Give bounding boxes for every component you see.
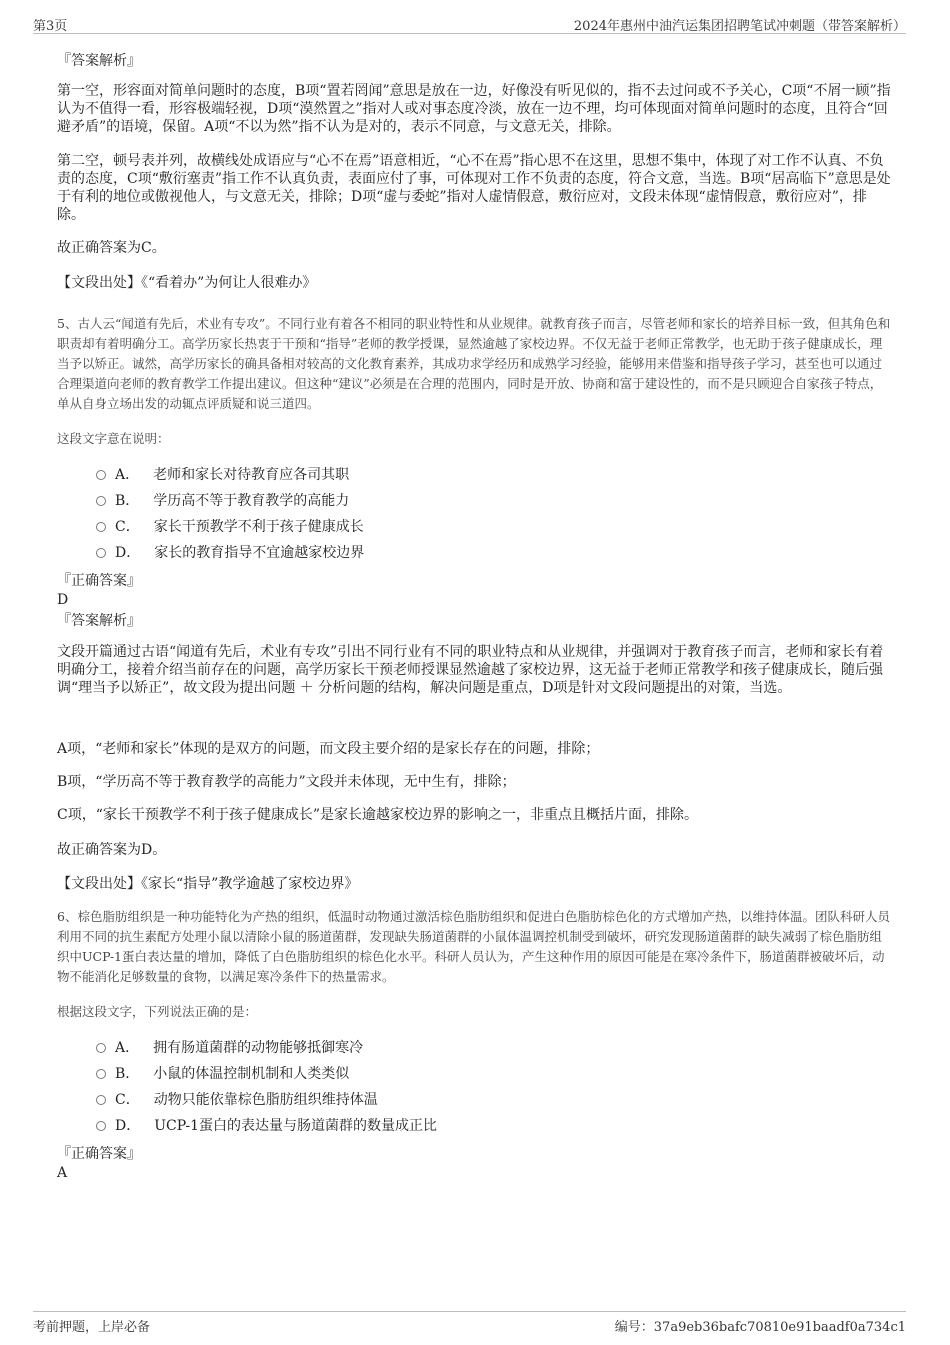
radio-icon[interactable] <box>96 1121 106 1131</box>
q5-stem: 5、古人云“闻道有先后，术业有专攻”。不同行业有着各不相同的职业特性和从业规律。就教育孩子而言，尽管老师和家长的培养目标一致，但其角色和职责却有着明确分工。高学历家长热衷于干预和“指导”老师的教学授课，显然逾越了家校边界。不仅无益于老师正常教学，也无助于孩子健康成长，理当予以矫正。诚然，高学历家长的确具备相对较高的文化教育素养，其成功求学经历和成熟学习经验，能够用来借鉴和指导孩子学习，甚至也可以通过合理渠道向老师的教育教学工作提出建议。但这种“建议”必须是在合理的范围内，同时是开放、协商和富于建设性的，而不是只顾迎合自家孩子特点，单从自身立场出发的动辄点评质疑和说三道四。 <box>57 316 891 411</box>
q5-conclusion: 故正确答案为D。 <box>57 842 167 858</box>
q4-conclusion: 故正确答案为C。 <box>57 240 166 256</box>
q5-option-d[interactable]: D． 家长的教育指导不宜逾越家校边界 <box>96 544 364 562</box>
page-number: 第3页 <box>33 19 68 34</box>
radio-icon[interactable] <box>96 1043 106 1053</box>
q5-analysis-para: C项，“家长干预教学不利于孩子健康成长”是家长逾越家校边界的影响之一，非重点且概括片面，排除。 <box>57 807 699 823</box>
q6-option-d[interactable]: D． UCP-1蛋白的表达量与肠道菌群的数量成正比 <box>96 1117 437 1135</box>
q5-analysis-para: B项，“学历高不等于教育教学的高能力”文段并未体现，无中生有，排除； <box>57 774 516 790</box>
radio-icon[interactable] <box>96 1095 106 1105</box>
q4-analysis-label: 『答案解析』 <box>57 53 141 69</box>
radio-icon[interactable] <box>96 496 106 506</box>
page-header <box>33 13 906 34</box>
page-footer <box>33 1311 906 1336</box>
q4-analysis-para2: 第二空，顿号表并列，故横线处成语应与“心不在焉”语意相近，“心不在焉”指心思不在这里，思想不集中，体现了对工作不认真、不负责的态度，C项“敷衍塞责”指工作不认真负责，表面应付了事，可体现对工作不负责的态度，符合文意，当选。B项“居高临下”意思是处于有利的地位或傲视他人，与文意无关，排除；D项“虚与委蛇”指对人虚情假意，敷衍应对，文段未体现“虚情假意，敷衍应对”，排除。 <box>57 153 891 223</box>
q5-option-a[interactable]: A． 老师和家长对待教育应各司其职 <box>96 466 349 484</box>
q6-answer-label: 『正确答案』 <box>57 1146 141 1162</box>
q5-prompt: 这段文字意在说明： <box>57 431 170 446</box>
q6-answer: A <box>57 1165 68 1181</box>
q6-stem: 6、棕色脂肪组织是一种功能特化为产热的组织，低温时动物通过激活棕色脂肪组织和促进白色脂肪棕色化的方式增加产热，以维持体温。团队科研人员利用不同的抗生素配方处理小鼠以清除小鼠的肠道菌群，发现缺失肠道菌群的小鼠体温调控机制受到破坏，研究发现肠道菌群的缺失减弱了棕色脂肪组织中UCP-1蛋白表达量的增加，降低了白色脂肪组织的棕色化水平。科研人员认为，产生这种作用的原因可能是在寒冷条件下，肠道菌群被破坏后，动物不能消化足够数量的食物，以满足寒冷条件下的热量需求。 <box>57 909 890 984</box>
q6-option-b[interactable]: B． 小鼠的体温控制机制和人类类似 <box>96 1065 349 1083</box>
q5-option-b[interactable]: B． 学历高不等于教育教学的高能力 <box>96 492 349 510</box>
q4-source: 【文段出处】《“看着办”为何让人很难办》 <box>57 275 317 291</box>
q5-answer-label: 『正确答案』 <box>57 573 141 589</box>
radio-icon[interactable] <box>96 1069 106 1079</box>
radio-icon[interactable] <box>96 548 106 558</box>
footer-slogan: 考前押题，上岸必备 <box>33 1320 151 1335</box>
q5-answer: D <box>57 592 69 608</box>
q5-analysis-para: A项，“老师和家长”体现的是双方的问题，而文段主要介绍的是家长存在的问题，排除； <box>57 741 600 757</box>
document-title: 2024年惠州中油汽运集团招聘笔试冲刺题（带答案解析） <box>573 19 906 34</box>
radio-icon[interactable] <box>96 470 106 480</box>
q5-analysis-para: 文段开篇通过古语“闻道有先后，术业有专攻”引出不同行业有不同的职业特点和从业规律，并强调对于教育孩子而言，老师和家长有着明确分工，接着介绍当前存在的问题，高学历家长干预老师授课显然逾越了家校边界，这无益于老师正常教学和孩子健康成长，随后强调“理当予以矫正”，故文段为提出问题 ＋ 分析问题的结构，解决问题是重点，D项是针对文段问题提出的对策，当选。 <box>57 644 884 696</box>
document-id: 编号：37a9eb36bafc70810e91baadf0a734c1 <box>614 1320 906 1335</box>
q4-analysis-para1: 第一空，形容面对简单问题时的态度，B项“置若罔闻”意思是放在一边，好像没有听见似的，指不去过问或不予关心，C项“不屑一顾”指认为不值得一看，形容极端轻视，D项“漠然置之”指对人或对事态度冷淡，放在一边不理，均可体现面对简单问题时的态度，且符合“回避矛盾”的语境，保留。A项“不以为然”指不认为是对的，表示不同意，与文意无关，排除。 <box>57 83 891 135</box>
q5-source: 【文段出处】《家长“指导”教学逾越了家校边界》 <box>57 876 359 892</box>
q5-option-c[interactable]: C． 家长干预教学不利于孩子健康成长 <box>96 518 364 536</box>
q6-option-a[interactable]: A． 拥有肠道菌群的动物能够抵御寒冷 <box>96 1039 363 1057</box>
q6-prompt: 根据这段文字，下列说法正确的是： <box>57 1004 258 1019</box>
q5-analysis-label: 『答案解析』 <box>57 613 141 629</box>
q6-option-c[interactable]: C． 动物只能依靠棕色脂肪组织维持体温 <box>96 1091 378 1109</box>
radio-icon[interactable] <box>96 522 106 532</box>
